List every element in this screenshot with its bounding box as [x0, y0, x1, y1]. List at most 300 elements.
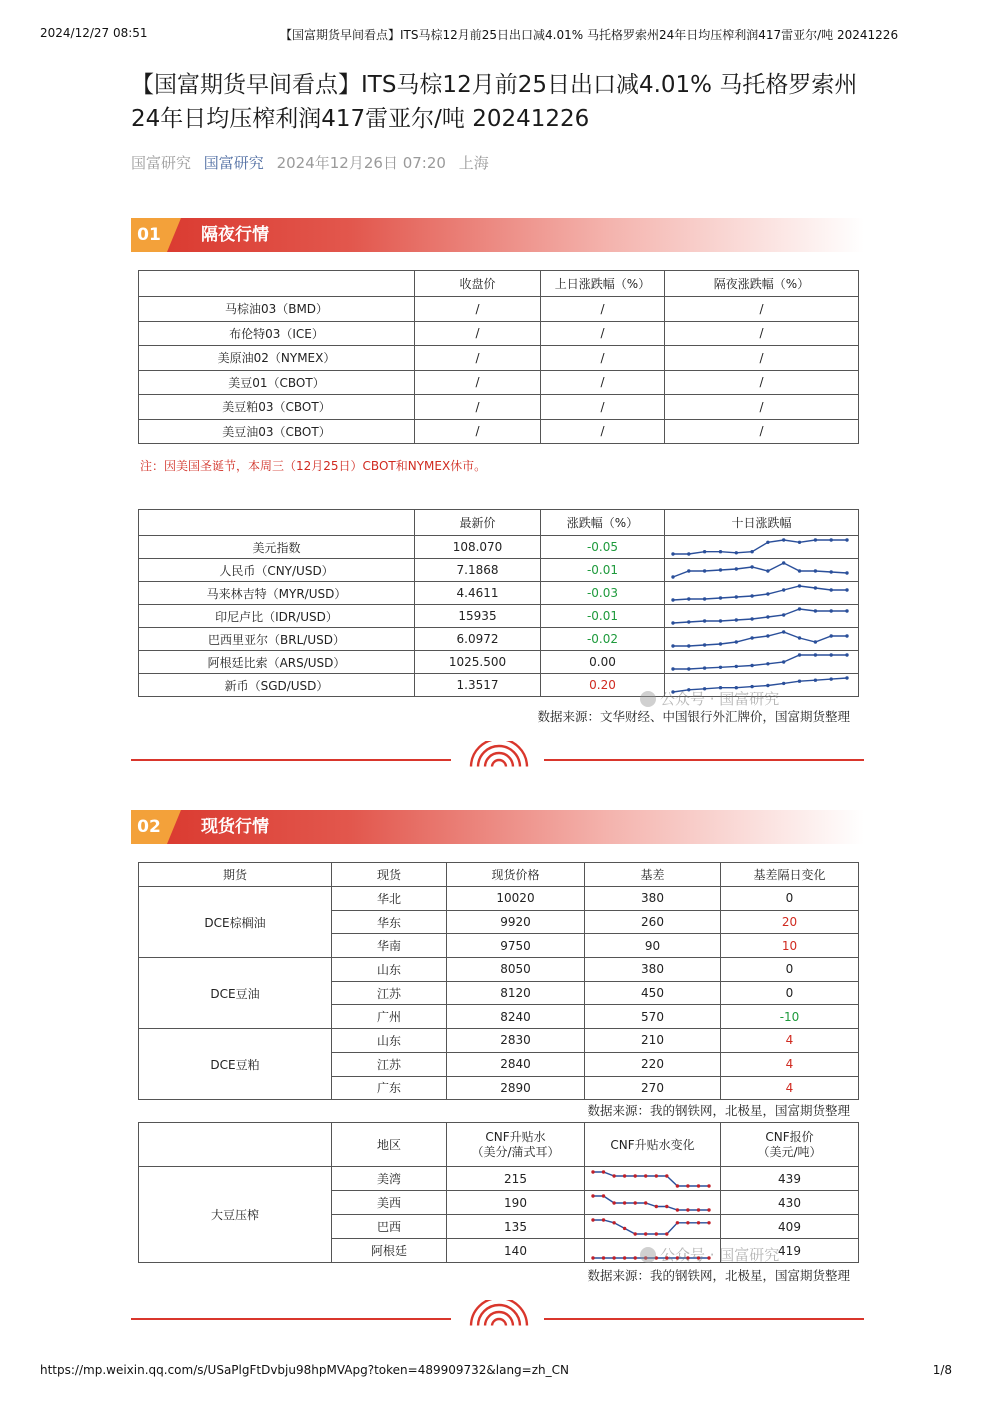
ten-day-trend	[665, 582, 859, 605]
sparkline-point	[830, 677, 833, 680]
basis: 380	[585, 887, 721, 911]
basis-change: -10	[721, 1005, 859, 1029]
sparkline-point	[750, 636, 753, 639]
cnf-premium-table	[138, 1122, 859, 1263]
sparkline-point	[602, 1170, 605, 1173]
futures-name: DCE棕榈油	[139, 887, 332, 958]
sparkline-point	[782, 630, 785, 633]
header-cell: 隔夜涨跌幅（%）	[665, 271, 859, 297]
sparkline-point	[671, 598, 674, 601]
cnf-premium: 135	[447, 1215, 585, 1239]
sparkline-point	[634, 1201, 637, 1204]
header-cell	[139, 510, 415, 536]
sparkline-point	[750, 594, 753, 597]
sparkline-point	[707, 1208, 710, 1211]
instrument-name: 阿根廷比索（ARS/USD）	[139, 651, 415, 674]
ten-day-trend	[665, 651, 859, 674]
value-cell: /	[665, 346, 859, 371]
cnf-quote: 409	[721, 1215, 859, 1239]
basis: 210	[585, 1029, 721, 1053]
spot-region: 华北	[332, 887, 447, 911]
spot-price: 10020	[447, 887, 585, 911]
sparkline-point	[845, 653, 848, 656]
sparkline-point	[655, 1232, 658, 1235]
data-source-1: 数据来源：文华财经、中国银行外汇牌价，国富期货整理	[537, 709, 850, 724]
spot-price: 2830	[447, 1029, 585, 1053]
sparkline-line	[673, 655, 847, 669]
sparkline-point	[665, 1204, 668, 1207]
latest-price: 108.070	[415, 536, 541, 559]
table-header-row	[139, 863, 859, 887]
value-cell: /	[665, 419, 859, 444]
instrument-name: 马棕油03（BMD）	[139, 297, 415, 322]
table-row	[139, 582, 859, 605]
cnf-premium: 215	[447, 1167, 585, 1191]
sparkline-point	[671, 552, 674, 555]
sparkline-point	[735, 665, 738, 668]
sparkline-chart	[585, 1217, 717, 1237]
sparkline-point	[830, 588, 833, 591]
sparkline-point	[814, 640, 817, 643]
sparkline-line	[673, 632, 847, 646]
wechat-icon	[640, 691, 656, 707]
basis: 270	[585, 1076, 721, 1100]
value-cell: /	[665, 297, 859, 322]
sparkline-point	[814, 569, 817, 572]
sparkline-point	[830, 570, 833, 573]
sparkline-point	[845, 538, 848, 541]
sparkline-point	[814, 609, 817, 612]
header-cell: CNF报价 （美元/吨）	[721, 1123, 859, 1167]
sparkline-point	[655, 1204, 658, 1207]
futures-name: 大豆压榨	[139, 1167, 332, 1263]
header-cell: 收盘价	[415, 271, 541, 297]
sparkline-point	[782, 613, 785, 616]
table-row	[139, 395, 859, 420]
latest-price: 15935	[415, 605, 541, 628]
page-number: 1/8	[932, 1363, 952, 1377]
sparkline-point	[671, 575, 674, 578]
sparkline-point	[845, 676, 848, 679]
sparkline-point	[612, 1174, 615, 1177]
change-percent: -0.02	[541, 628, 665, 651]
section-header-overnight	[131, 218, 864, 252]
sparkline-point	[591, 1256, 594, 1259]
sparkline-point	[750, 664, 753, 667]
spot-region: 广东	[332, 1076, 447, 1100]
sparkline-point	[703, 597, 706, 600]
ten-day-trend	[665, 628, 859, 651]
sparkline-point	[735, 618, 738, 621]
basis: 450	[585, 981, 721, 1005]
basis: 90	[585, 934, 721, 958]
sparkline-point	[687, 552, 690, 555]
data-source-2: 数据来源：我的钢铁网，北极星，国富期货整理	[587, 1103, 850, 1118]
sparkline-point	[830, 538, 833, 541]
cnf-region: 美西	[332, 1191, 447, 1215]
print-title: 【国富期货早间看点】ITS马棕12月前25日出口减4.01% 马托格罗索州24年日均压榨利润417雷亚尔/吨 20241226	[280, 28, 899, 42]
sparkline-point	[798, 653, 801, 656]
sparkline-point	[602, 1194, 605, 1197]
sparkline-point	[719, 568, 722, 571]
instrument-name: 马来林吉特（MYR/USD）	[139, 582, 415, 605]
change-percent: -0.05	[541, 536, 665, 559]
sparkline-point	[644, 1232, 647, 1235]
table-header-row	[139, 271, 859, 297]
sparkline-point	[634, 1232, 637, 1235]
sparkline-point	[845, 571, 848, 574]
instrument-name: 印尼卢比（IDR/USD）	[139, 605, 415, 628]
value-cell: /	[665, 321, 859, 346]
futures-name: DCE豆粕	[139, 1029, 332, 1100]
instrument-name: 美原油02（NYMEX）	[139, 346, 415, 371]
article-date: 2024年12月26日 07:20	[276, 154, 446, 172]
section-number: 02	[131, 810, 167, 844]
value-cell: /	[665, 395, 859, 420]
value-cell: /	[415, 395, 541, 420]
spot-price: 2890	[447, 1076, 585, 1100]
ten-day-trend	[665, 559, 859, 582]
sparkline-point	[665, 1232, 668, 1235]
sparkline-point	[686, 1184, 689, 1187]
table-header-row	[139, 510, 859, 536]
sparkline-point	[798, 584, 801, 587]
sparkline-point	[602, 1256, 605, 1259]
sparkline-point	[814, 653, 817, 656]
sparkline-point	[814, 679, 817, 682]
sparkline-point	[612, 1256, 615, 1259]
sparkline-point	[750, 565, 753, 568]
sparkline-chart	[665, 606, 855, 626]
sparkline-line	[673, 540, 847, 554]
sparkline-point	[687, 597, 690, 600]
instrument-name: 布伦特03（ICE）	[139, 321, 415, 346]
basis-change: 0	[721, 887, 859, 911]
sparkline-point	[719, 596, 722, 599]
sparkline-point	[623, 1226, 626, 1229]
value-cell: /	[665, 370, 859, 395]
instrument-name: 美元指数	[139, 536, 415, 559]
watermark: 公众号 · 国富研究	[640, 1244, 779, 1265]
sparkline-point	[703, 666, 706, 669]
sparkline-point	[766, 615, 769, 618]
table-row	[139, 536, 859, 559]
print-timestamp: 2024/12/27 08:51	[40, 26, 148, 40]
sparkline-point	[814, 586, 817, 589]
sparkline-point	[697, 1221, 700, 1224]
futures-name: DCE豆油	[139, 958, 332, 1029]
cnf-premium-trend	[585, 1191, 721, 1215]
basis-change: 0	[721, 958, 859, 982]
sparkline-point	[798, 636, 801, 639]
sparkline-chart	[585, 1169, 717, 1189]
value-cell: /	[541, 321, 665, 346]
sparkline-point	[798, 541, 801, 544]
change-percent: -0.01	[541, 605, 665, 628]
spot-price: 8120	[447, 981, 585, 1005]
sparkline-point	[676, 1208, 679, 1211]
sparkline-point	[750, 550, 753, 553]
sparkline-chart	[665, 583, 855, 603]
sparkline-point	[602, 1218, 605, 1221]
sparkline-chart	[665, 560, 855, 580]
cnf-premium-trend	[585, 1215, 721, 1239]
header-cell: 期货	[139, 863, 332, 887]
spot-region: 江苏	[332, 981, 447, 1005]
sparkline-point	[644, 1174, 647, 1177]
table-row	[139, 1167, 859, 1191]
instrument-name: 美豆01（CBOT）	[139, 370, 415, 395]
value-cell: /	[415, 419, 541, 444]
sparkline-point	[766, 592, 769, 595]
sparkline-line	[673, 586, 847, 600]
sparkline-point	[671, 667, 674, 670]
sparkline-point	[623, 1174, 626, 1177]
sparkline-point	[845, 588, 848, 591]
sparkline-point	[782, 682, 785, 685]
header-cell: 现货价格	[447, 863, 585, 887]
spot-price: 8240	[447, 1005, 585, 1029]
change-percent: -0.01	[541, 559, 665, 582]
section-number: 01	[131, 218, 167, 252]
table-row	[139, 346, 859, 371]
sparkline-point	[750, 617, 753, 620]
holiday-note: 注：因美国圣诞节，本周三（12月25日）CBOT和NYMEX休市。	[140, 459, 487, 473]
data-source-3: 数据来源：我的钢铁网，北极星，国富期货整理	[587, 1268, 850, 1283]
basis-change: 4	[721, 1076, 859, 1100]
sparkline-chart	[665, 537, 855, 557]
cnf-quote: 439	[721, 1167, 859, 1191]
sparkline-line	[593, 1172, 709, 1186]
page-url: https://mp.weixin.qq.com/s/USaPlgFtDvbju98hpMVApg?token=489909732&lang=zh_CN	[40, 1363, 569, 1377]
ten-day-trend	[665, 536, 859, 559]
spot-region: 江苏	[332, 1052, 447, 1076]
value-cell: /	[541, 346, 665, 371]
spot-market-table	[138, 862, 859, 1100]
sparkline-point	[655, 1174, 658, 1177]
table-row	[139, 887, 859, 911]
change-percent: 0.00	[541, 651, 665, 674]
cnf-region: 阿根廷	[332, 1239, 447, 1263]
header-cell: 基差	[585, 863, 721, 887]
sparkline-point	[735, 640, 738, 643]
cnf-region: 美湾	[332, 1167, 447, 1191]
basis: 380	[585, 958, 721, 982]
sparkline-point	[687, 569, 690, 572]
latest-price: 1025.500	[415, 651, 541, 674]
sparkline-point	[719, 666, 722, 669]
sparkline-point	[665, 1174, 668, 1177]
sparkline-point	[719, 642, 722, 645]
sparkline-line	[593, 1196, 709, 1210]
sparkline-point	[766, 634, 769, 637]
sparkline-point	[766, 541, 769, 544]
header-cell: 最新价	[415, 510, 541, 536]
sparkline-line	[593, 1220, 709, 1234]
sparkline-point	[719, 619, 722, 622]
basis-change: 20	[721, 910, 859, 934]
table-header-row	[139, 1123, 859, 1167]
section-divider	[131, 741, 864, 771]
ten-day-trend	[665, 605, 859, 628]
sparkline-point	[782, 538, 785, 541]
instrument-name: 美豆粕03（CBOT）	[139, 395, 415, 420]
spot-price: 9750	[447, 934, 585, 958]
sparkline-line	[673, 563, 847, 577]
sparkline-point	[703, 643, 706, 646]
sparkline-chart	[665, 629, 855, 649]
spot-region: 华东	[332, 910, 447, 934]
value-cell: /	[541, 419, 665, 444]
spot-region: 山东	[332, 958, 447, 982]
sparkline-point	[798, 680, 801, 683]
table-row	[139, 297, 859, 322]
cnf-premium: 190	[447, 1191, 585, 1215]
sparkline-point	[591, 1194, 594, 1197]
header-cell: 十日涨跌幅	[665, 510, 859, 536]
spot-region: 山东	[332, 1029, 447, 1053]
sparkline-point	[782, 588, 785, 591]
sparkline-point	[766, 569, 769, 572]
sparkline-point	[634, 1174, 637, 1177]
instrument-name: 美豆油03（CBOT）	[139, 419, 415, 444]
basis-change: 0	[721, 981, 859, 1005]
sparkline-point	[623, 1256, 626, 1259]
sparkline-point	[830, 653, 833, 656]
cnf-region: 巴西	[332, 1215, 447, 1239]
basis: 570	[585, 1005, 721, 1029]
sparkline-point	[845, 609, 848, 612]
sparkline-point	[766, 662, 769, 665]
account-link[interactable]: 国富研究	[203, 154, 264, 172]
sparkline-point	[686, 1208, 689, 1211]
sparkline-point	[735, 595, 738, 598]
spot-region: 广州	[332, 1005, 447, 1029]
basis-change: 4	[721, 1052, 859, 1076]
table-row	[139, 605, 859, 628]
instrument-name: 人民币（CNY/USD）	[139, 559, 415, 582]
sparkline-point	[735, 551, 738, 554]
spot-price: 9920	[447, 910, 585, 934]
sparkline-point	[697, 1184, 700, 1187]
sparkline-point	[830, 609, 833, 612]
table-row	[139, 651, 859, 674]
table-row	[139, 419, 859, 444]
basis-change: 4	[721, 1029, 859, 1053]
sparkline-point	[612, 1221, 615, 1224]
change-percent: -0.03	[541, 582, 665, 605]
sparkline-point	[719, 550, 722, 553]
sparkline-point	[634, 1256, 637, 1259]
sparkline-point	[612, 1201, 615, 1204]
sparkline-point	[644, 1201, 647, 1204]
section-header-spot	[131, 810, 864, 844]
table-row	[139, 1029, 859, 1053]
spot-region: 华南	[332, 934, 447, 958]
article-meta	[131, 152, 489, 173]
sparkline-point	[798, 607, 801, 610]
table-row	[139, 321, 859, 346]
value-cell: /	[415, 346, 541, 371]
latest-price: 7.1868	[415, 559, 541, 582]
value-cell: /	[415, 297, 541, 322]
cnf-premium-trend	[585, 1167, 721, 1191]
sparkline-point	[707, 1184, 710, 1187]
sparkline-point	[707, 1221, 710, 1224]
sparkline-point	[798, 569, 801, 572]
article-title: 【国富期货早间看点】ITS马棕12月前25日出口减4.01% 马托格罗索州24年日均压榨利润417雷亚尔/吨 20241226	[131, 72, 858, 132]
spot-price: 2840	[447, 1052, 585, 1076]
sparkline-point	[830, 634, 833, 637]
overnight-market-table	[138, 270, 859, 444]
latest-price: 6.0972	[415, 628, 541, 651]
sparkline-point	[671, 644, 674, 647]
section-label: 现货行情	[201, 817, 269, 837]
sparkline-line	[673, 609, 847, 623]
watermark: 公众号 · 国富研究	[640, 688, 779, 709]
table-row	[139, 628, 859, 651]
wechat-icon	[640, 1247, 656, 1263]
article-author: 国富研究	[131, 154, 192, 172]
cnf-quote: 419	[721, 1239, 859, 1263]
sparkline-point	[697, 1208, 700, 1211]
latest-price: 4.4611	[415, 582, 541, 605]
sparkline-point	[591, 1170, 594, 1173]
value-cell: /	[415, 370, 541, 395]
cnf-quote: 430	[721, 1191, 859, 1215]
value-cell: /	[541, 395, 665, 420]
sparkline-point	[687, 667, 690, 670]
sparkline-point	[703, 550, 706, 553]
sparkline-chart	[585, 1193, 717, 1213]
basis-change: 10	[721, 934, 859, 958]
instrument-name: 巴西里亚尔（BRL/USD）	[139, 628, 415, 651]
print-footer	[40, 1363, 952, 1379]
header-cell: 现货	[332, 863, 447, 887]
sparkline-point	[766, 684, 769, 687]
basis: 260	[585, 910, 721, 934]
print-header	[40, 26, 952, 42]
table-row	[139, 559, 859, 582]
article-location: 上海	[458, 154, 489, 172]
header-cell: CNF升贴水变化	[585, 1123, 721, 1167]
sparkline-point	[814, 538, 817, 541]
fx-index-table	[138, 509, 859, 697]
change-percent: 0.20	[541, 674, 665, 697]
value-cell: /	[541, 370, 665, 395]
sparkline-point	[782, 561, 785, 564]
cnf-premium: 140	[447, 1239, 585, 1263]
header-cell	[139, 271, 415, 297]
basis: 220	[585, 1052, 721, 1076]
sparkline-point	[845, 634, 848, 637]
cloud-ornament-icon	[467, 741, 531, 771]
sparkline-point	[671, 621, 674, 624]
header-cell: 地区	[332, 1123, 447, 1167]
sparkline-point	[687, 644, 690, 647]
sparkline-point	[623, 1201, 626, 1204]
sparkline-chart	[665, 652, 855, 672]
latest-price: 1.3517	[415, 674, 541, 697]
spot-price: 8050	[447, 958, 585, 982]
sparkline-point	[591, 1218, 594, 1221]
instrument-name: 新币（SGD/USD）	[139, 674, 415, 697]
sparkline-point	[735, 567, 738, 570]
sparkline-point	[782, 660, 785, 663]
value-cell: /	[415, 321, 541, 346]
table-row	[139, 370, 859, 395]
sparkline-point	[676, 1184, 679, 1187]
